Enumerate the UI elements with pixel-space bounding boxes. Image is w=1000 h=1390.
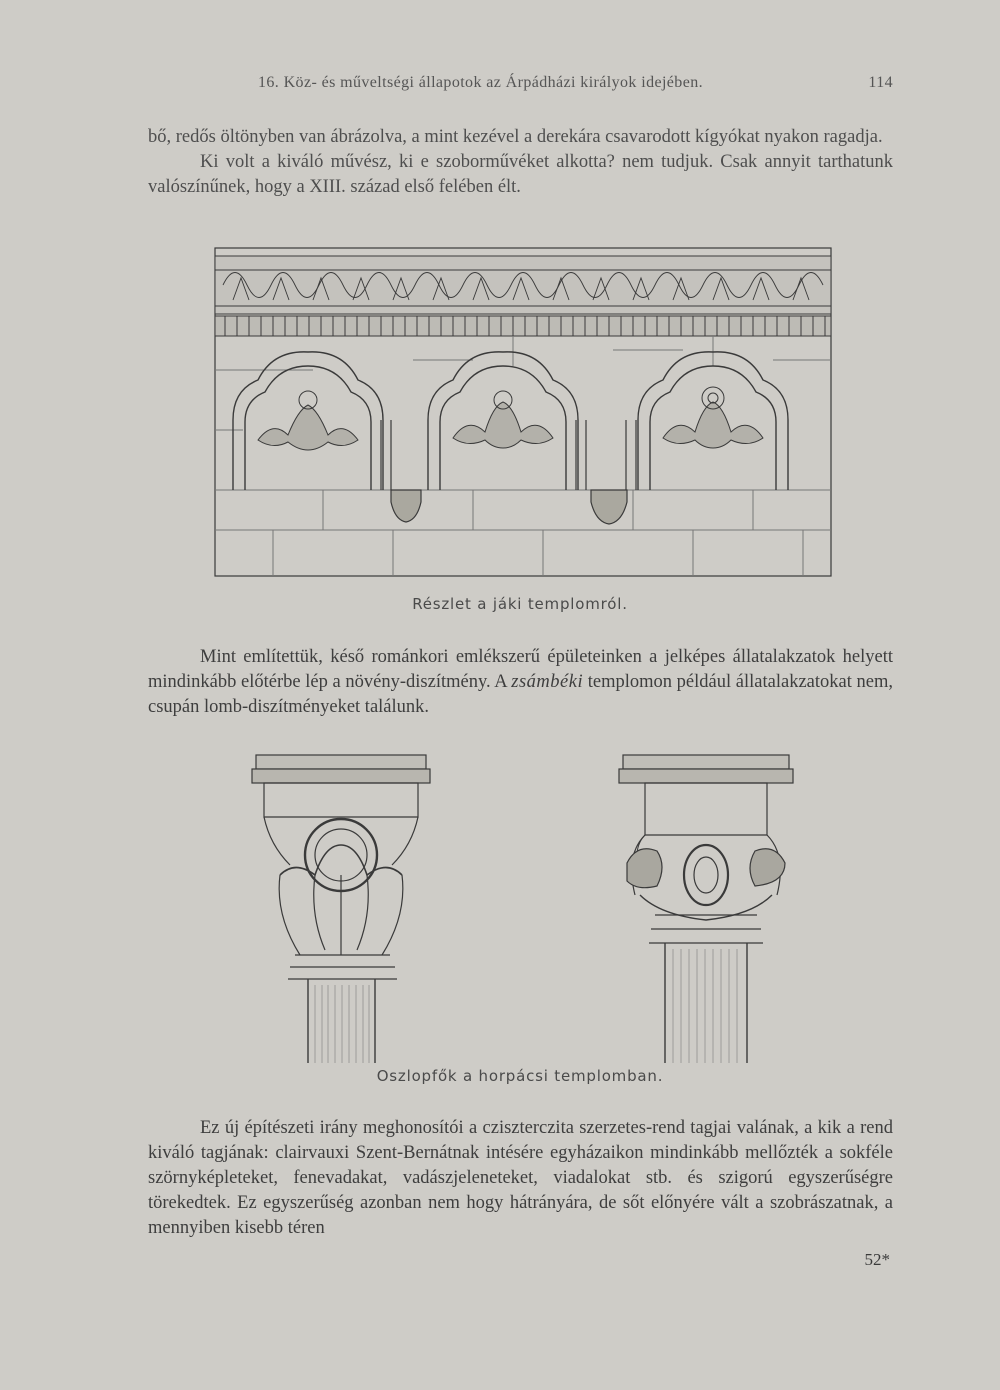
paragraph-body xyxy=(148,1116,893,1241)
paragraph-text: Mint említettük, késő románkori emlékszerű épületeinken a jelképes állatalakzatok helyett mindinkább előtérbe lép a növény-diszítmény. A xyxy=(148,647,893,692)
paragraph-line: Ki volt a kiváló művész, ki e szoborművéket alkotta? nem tudjuk. Csak annyit tarthatunk valószínűnek, hogy a XIII. század első felében élt. xyxy=(148,152,893,197)
emphasized-place-name: zsámbéki xyxy=(511,672,584,692)
capital-right-illustration xyxy=(605,745,805,1065)
paragraph-intro xyxy=(148,125,893,200)
paragraph-body xyxy=(148,645,893,720)
figure-caption: Részlet a jáki templomról. xyxy=(412,595,628,613)
paragraph-text: Ez új építészeti irány meghonosítói a cziszterczita szerzetes-rend tagjai valának, a kik a rend kiváló tagjának: clairvauxi Szent-Bernátnak intésére egyházaikon mindinkább mellőzték a sokféle szörnyképleteket, fenevadakat, vadászjeleneteket, viadalokat stb. és szigorú egyszerűségre törekedtek. Ez egyszerűség azonban nem hogy hátrányára, de sőt előnyére vált a szobrászatnak, a mennyiben kisebb téren xyxy=(148,1118,893,1238)
figure-caption: Oszlopfők a horpácsi templomban. xyxy=(376,1067,664,1085)
jak-church-arcade-illustration xyxy=(213,240,835,580)
running-title: 16. Köz- és műveltségi állapotok az Árpádházi királyok idejében. xyxy=(258,74,704,91)
printer-signature-mark: 52* xyxy=(864,1250,890,1269)
paragraph-line: bő, redős öltönyben van ábrázolva, a mint kezével a derekára csavarodott kígyókat nyakon ragadja. xyxy=(148,127,883,147)
page-number: 114 xyxy=(868,74,893,91)
paragraph-text: templomon például állatalakzatokat nem, csupán lomb-diszítményeket találunk. xyxy=(148,672,893,717)
capital-left-illustration xyxy=(240,745,440,1065)
